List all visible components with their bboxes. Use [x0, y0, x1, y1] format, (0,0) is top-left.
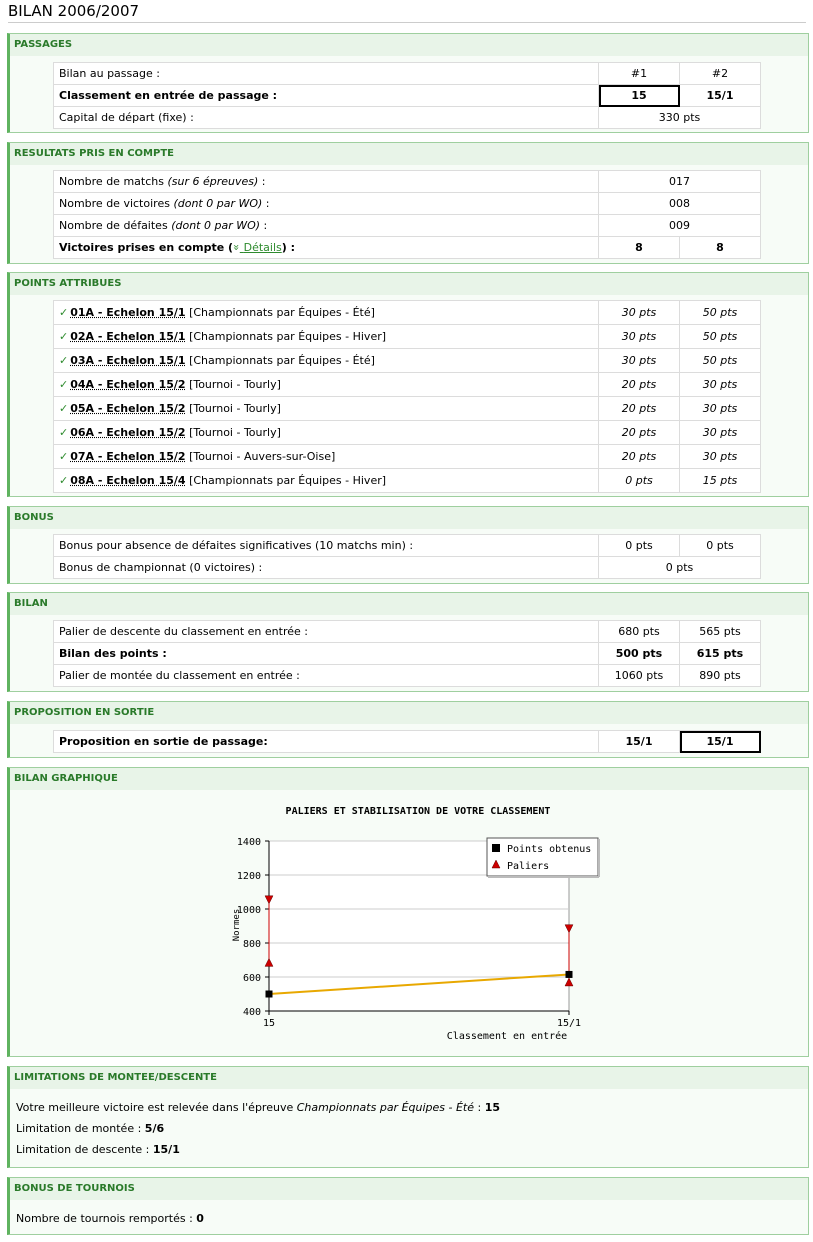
bonus-table — [53, 534, 761, 579]
table-row — [54, 643, 761, 665]
points-obtenus-marker — [566, 971, 573, 978]
details-link[interactable]: » Détails — [229, 241, 282, 254]
points-passage-2: 50 pts — [680, 349, 761, 373]
match-event: [Tournoi - Tourly] — [189, 402, 281, 415]
nombre-matchs: 017 — [599, 171, 761, 193]
limitations-section — [7, 1066, 809, 1168]
y-tick-label: 600 — [242, 973, 261, 984]
table-row — [54, 469, 761, 493]
bonus-section — [7, 506, 809, 584]
table-row — [54, 665, 761, 687]
bonus-defaites-1: 0 pts — [599, 535, 680, 557]
table-row — [54, 85, 761, 107]
row-label: Nombre de défaites (dont 0 par WO) : — [54, 215, 599, 237]
title-divider — [8, 22, 806, 23]
match-cell — [54, 397, 599, 421]
row-label: Bilan au passage : — [54, 63, 599, 85]
table-row — [54, 373, 761, 397]
y-tick-label: 400 — [242, 1007, 261, 1018]
points-passage-1: 30 pts — [599, 301, 680, 325]
match-link[interactable]: 04A - Echelon 15/2 — [70, 378, 186, 391]
match-event: [Championnats par Équipes - Été] — [189, 306, 375, 319]
points-obtenus-marker — [266, 991, 273, 998]
row-label: Nombre de matchs (sur 6 épreuves) : — [54, 171, 599, 193]
table-row — [54, 171, 761, 193]
classement-entree-2: 15/1 — [680, 85, 761, 107]
row-label: Proposition en sortie de passage: — [54, 731, 599, 753]
y-tick-label: 1400 — [236, 837, 261, 848]
match-event: [Championnats par Équipes - Hiver] — [189, 474, 387, 487]
check-icon: ✓ — [59, 354, 69, 367]
table-row — [54, 535, 761, 557]
match-cell — [54, 421, 599, 445]
points-passage-1: 0 pts — [599, 469, 680, 493]
section-heading: BONUS DE TOURNOIS — [10, 1178, 808, 1200]
x-tick-label: 15 — [262, 1018, 276, 1029]
table-row — [54, 325, 761, 349]
match-cell — [54, 349, 599, 373]
points-passage-1: 20 pts — [599, 397, 680, 421]
section-heading: PROPOSITION EN SORTIE — [10, 702, 808, 724]
table-row — [54, 731, 761, 753]
row-note: (dont 0 par WO) — [171, 219, 261, 232]
nombre-victoires: 008 — [599, 193, 761, 215]
proposition-2: 15/1 — [680, 731, 761, 753]
table-row — [54, 237, 761, 259]
points-passage-2: 50 pts — [680, 301, 761, 325]
chart-legend — [487, 838, 600, 878]
meilleure-victoire-line: Votre meilleure victoire est relevée dans l'épreuve Championnats par Équipes - Été : 15 — [16, 1101, 501, 1114]
match-cell — [54, 301, 599, 325]
y-tick-label: 1000 — [236, 905, 261, 916]
page-title: BILAN 2006/2007 — [8, 2, 140, 20]
palier-montee-2: 890 pts — [680, 665, 761, 687]
row-note: (dont 0 par WO) — [173, 197, 263, 210]
match-event: [Tournoi - Tourly] — [189, 378, 281, 391]
match-event: [Championnats par Équipes - Hiver] — [189, 330, 387, 343]
row-label: Palier de montée du classement en entrée : — [54, 665, 599, 687]
legend-swatch-points — [492, 844, 500, 852]
points-passage-1: 20 pts — [599, 421, 680, 445]
points-passage-2: 15 pts — [680, 469, 761, 493]
table-row — [54, 301, 761, 325]
y-axis-label: Normes — [232, 908, 242, 942]
legend-label-points: Points obtenus — [507, 844, 592, 855]
match-link[interactable]: 02A - Echelon 15/1 — [70, 330, 186, 343]
table-row — [54, 193, 761, 215]
proposition-section — [7, 701, 809, 758]
table-row — [54, 215, 761, 237]
palier-descente-2: 565 pts — [680, 621, 761, 643]
y-tick-label: 800 — [242, 939, 261, 950]
resultats-table — [53, 170, 761, 259]
points-passage-1: 30 pts — [599, 349, 680, 373]
points-passage-2: 30 pts — [680, 373, 761, 397]
match-link[interactable]: 01A - Echelon 15/1 — [70, 306, 186, 319]
points-section — [7, 272, 809, 497]
passage-2-header: #2 — [680, 63, 761, 85]
row-label: Victoires prises en compte (» Détails) : — [54, 237, 599, 259]
victoires-compte-1: 8 — [599, 237, 680, 259]
match-cell — [54, 469, 599, 493]
meilleure-victoire-epreuve: Championnats par Équipes - Été — [296, 1101, 475, 1114]
check-icon: ✓ — [59, 378, 69, 391]
match-link[interactable]: 05A - Echelon 15/2 — [70, 402, 186, 415]
table-row — [54, 63, 761, 85]
tournois-section — [7, 1177, 809, 1235]
paliers-chart — [210, 798, 810, 1048]
limitation-descente-line: Limitation de descente : 15/1 — [16, 1143, 180, 1156]
table-row — [54, 349, 761, 373]
limitation-descente-value: 15/1 — [152, 1143, 180, 1156]
bilan-section — [7, 592, 809, 692]
palier-descente-1: 680 pts — [599, 621, 680, 643]
points-passage-1: 30 pts — [599, 325, 680, 349]
check-icon: ✓ — [59, 402, 69, 415]
check-icon: ✓ — [59, 306, 69, 319]
match-link[interactable]: 08A - Echelon 15/4 — [70, 474, 186, 487]
x-tick-label: 15/1 — [556, 1018, 582, 1029]
meilleure-victoire-value: 15 — [484, 1101, 501, 1114]
bilan-points-1: 500 pts — [599, 643, 680, 665]
match-cell — [54, 373, 599, 397]
row-label: Bonus de championnat (0 victoires) : — [54, 557, 599, 579]
match-cell — [54, 445, 599, 469]
row-label: Nombre de victoires (dont 0 par WO) : — [54, 193, 599, 215]
match-event: [Tournoi - Tourly] — [189, 426, 281, 439]
chart-title: PALIERS ET STABILISATION DE VOTRE CLASSEMENT — [285, 806, 551, 817]
bilan-points-2: 615 pts — [680, 643, 761, 665]
table-row — [54, 445, 761, 469]
table-row — [54, 397, 761, 421]
row-note: (sur 6 épreuves) — [167, 175, 259, 188]
points-passage-2: 30 pts — [680, 445, 761, 469]
passages-table — [53, 62, 761, 129]
match-link[interactable]: 06A - Echelon 15/2 — [70, 426, 186, 439]
victoires-compte-2: 8 — [680, 237, 761, 259]
section-heading: POINTS ATTRIBUES — [10, 273, 808, 295]
table-row — [54, 107, 761, 129]
row-label: Classement en entrée de passage : — [54, 85, 599, 107]
y-tick-label: 1200 — [236, 871, 261, 882]
points-passage-2: 30 pts — [680, 397, 761, 421]
section-heading: BONUS — [10, 507, 808, 529]
check-icon: ✓ — [59, 426, 69, 439]
bonus-championnat: 0 pts — [599, 557, 761, 579]
row-label: Capital de départ (fixe) : — [54, 107, 599, 129]
limitation-montee-line: Limitation de montée : 5/6 — [16, 1122, 165, 1135]
match-link[interactable]: 07A - Echelon 15/2 — [70, 450, 186, 463]
match-event: [Tournoi - Auvers-sur-Oise] — [189, 450, 336, 463]
row-label: Palier de descente du classement en entrée : — [54, 621, 599, 643]
x-axis-label: Classement en entrée — [446, 1031, 568, 1042]
palier-montee-1: 1060 pts — [599, 665, 680, 687]
nombre-defaites: 009 — [599, 215, 761, 237]
match-event: [Championnats par Équipes - Été] — [189, 354, 375, 367]
resultats-section — [7, 142, 809, 264]
section-heading: BILAN — [10, 593, 808, 615]
bonus-defaites-2: 0 pts — [680, 535, 761, 557]
table-row — [54, 421, 761, 445]
row-label: Bonus pour absence de défaites significatives (10 matchs min) : — [54, 535, 599, 557]
section-heading: RESULTATS PRIS EN COMPTE — [10, 143, 808, 165]
bilan-table — [53, 620, 761, 687]
passage-1-header: #1 — [599, 63, 680, 85]
match-cell — [54, 325, 599, 349]
passages-section — [7, 33, 809, 133]
check-icon: ✓ — [59, 330, 69, 343]
points-passage-2: 30 pts — [680, 421, 761, 445]
tournois-value: 0 — [196, 1212, 204, 1225]
table-row — [54, 621, 761, 643]
points-passage-1: 20 pts — [599, 373, 680, 397]
section-heading: LIMITATIONS DE MONTEE/DESCENTE — [10, 1067, 808, 1089]
points-table — [53, 300, 761, 493]
points-passage-2: 50 pts — [680, 325, 761, 349]
proposition-1: 15/1 — [599, 731, 680, 753]
section-heading: PASSAGES — [10, 34, 808, 56]
section-heading: BILAN GRAPHIQUE — [10, 768, 808, 790]
proposition-table — [53, 730, 761, 753]
capital-depart: 330 pts — [599, 107, 761, 129]
table-row — [54, 557, 761, 579]
check-icon: ✓ — [59, 474, 69, 487]
limitation-montee-value: 5/6 — [144, 1122, 165, 1135]
points-passage-1: 20 pts — [599, 445, 680, 469]
classement-entree-1: 15 — [599, 85, 680, 107]
match-link[interactable]: 03A - Echelon 15/1 — [70, 354, 186, 367]
graphique-section — [7, 767, 809, 1057]
legend-label-paliers: Paliers — [507, 861, 550, 872]
check-icon: ✓ — [59, 450, 69, 463]
double-chevron-down-icon: » — [229, 244, 243, 251]
tournois-line: Nombre de tournois remportés : 0 — [16, 1212, 204, 1225]
row-label: Bilan des points : — [54, 643, 599, 665]
